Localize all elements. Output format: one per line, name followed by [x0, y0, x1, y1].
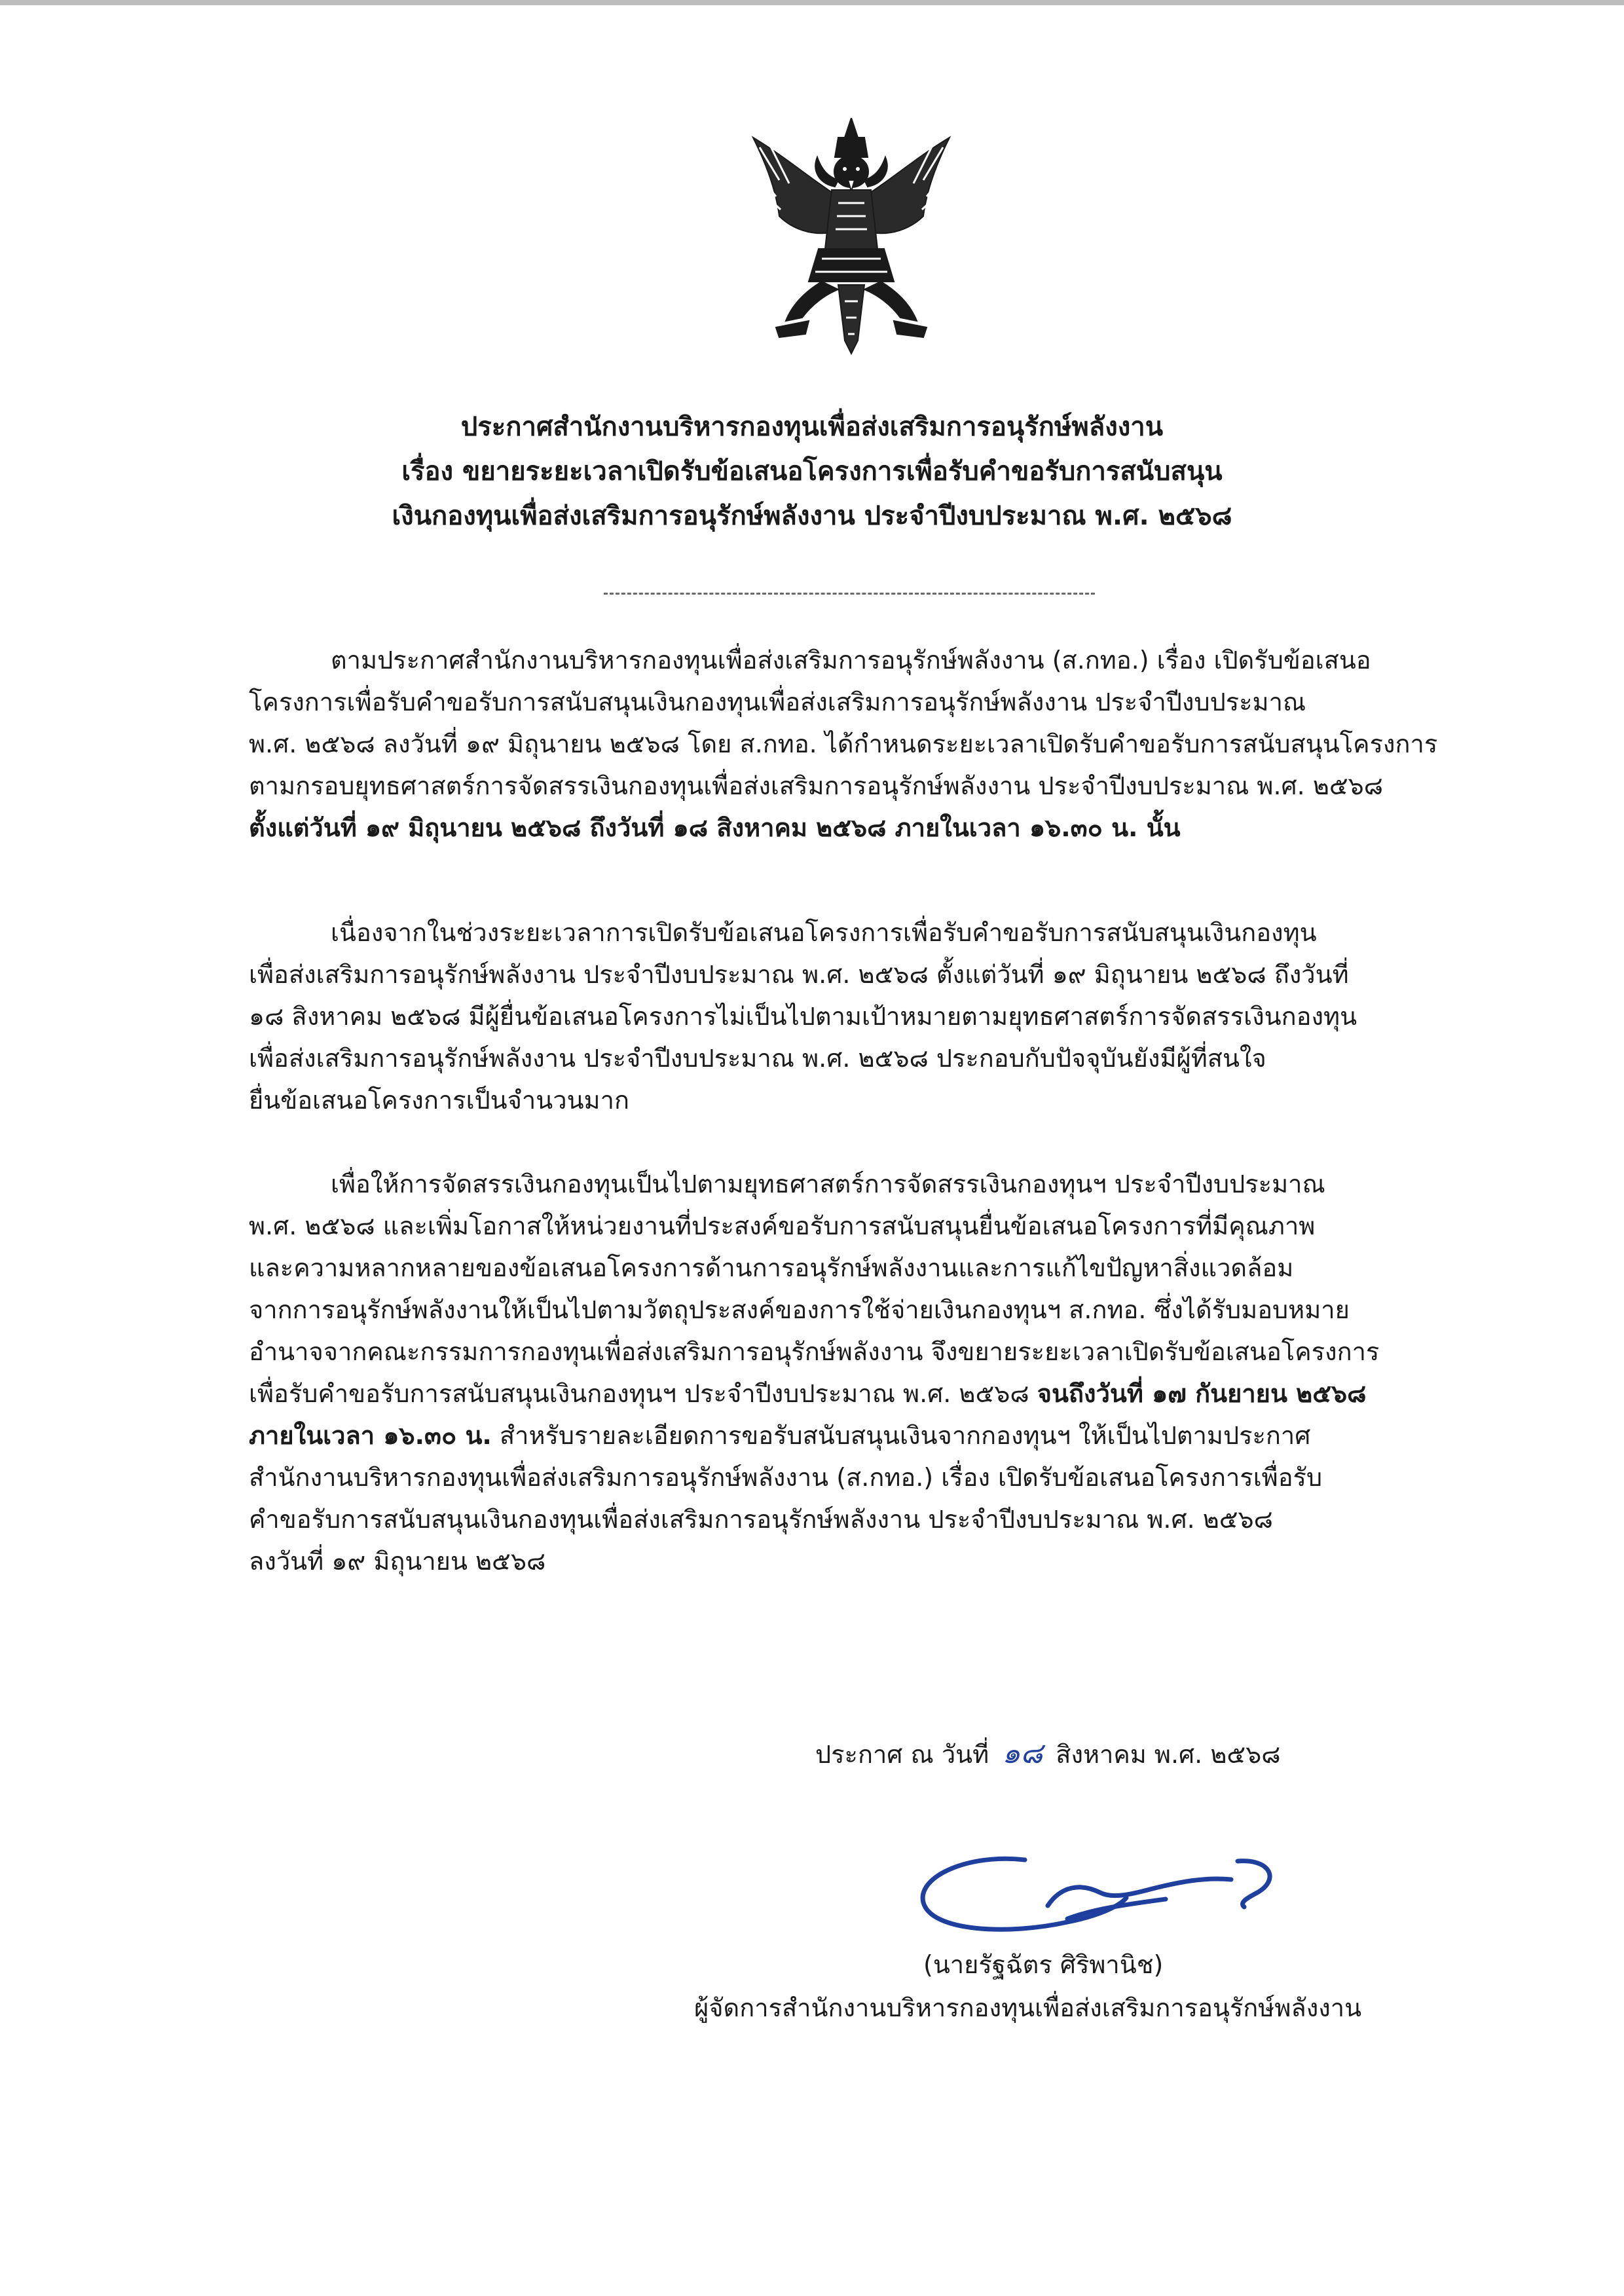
paragraph-line: ตามประกาศสำนักงานบริหารกองทุนเพื่อส่งเสริมการอนุรักษ์พลังงาน (ส.กทอ.) เรื่อง เปิดรับข้อเสนอ: [331, 646, 1371, 675]
garuda-emblem-icon: [740, 118, 963, 360]
paragraph-3: [249, 1163, 1467, 1582]
paragraph-1: [249, 639, 1467, 849]
handwritten-signature: [904, 1821, 1297, 1945]
paragraph-line: ลงวันที่ ๑๙ มิถุนายน ๒๕๖๘: [249, 1547, 546, 1576]
scan-top-edge: [0, 0, 1624, 5]
extended-deadline: จนถึงวันที่ ๑๗ กันยายน ๒๕๖๘: [1037, 1379, 1367, 1408]
paragraph-line: จากการอนุรักษ์พลังงานให้เป็นไปตามวัตถุประสงค์ของการใช้จ่ายเงินกองทุนฯ ส.กทอ. ซึ่งได้รับมอบหมาย: [249, 1295, 1350, 1324]
paragraph-line-bold: ตั้งแต่วันที่ ๑๙ มิถุนายน ๒๕๖๘ ถึงวันที่ ๑๘ สิงหาคม ๒๕๖๘ ภายในเวลา ๑๖.๓๐ น. นั้น: [249, 813, 1181, 842]
paragraph-line: อำนาจจากคณะกรรมการกองทุนเพื่อส่งเสริมการอนุรักษ์พลังงาน จึงขยายระยะเวลาเปิดรับข้อเสนอโครงการ: [249, 1337, 1380, 1366]
paragraph-line: เพื่อส่งเสริมการอนุรักษ์พลังงาน ประจำปีงบประมาณ พ.ศ. ๒๕๖๘ ประกอบกับปัจจุบันยังมีผู้ที่สนใจ: [249, 1044, 1266, 1073]
date-prefix: ประกาศ ณ วันที่: [815, 1740, 989, 1769]
paragraph-line: [249, 1415, 1467, 1456]
line-text: เพื่อรับคำขอรับการสนับสนุนเงินกองทุนฯ ประจำปีงบประมาณ พ.ศ. ๒๕๖๘: [249, 1379, 1037, 1408]
paragraph-line: ตามกรอบยุทธศาสตร์การจัดสรรเงินกองทุนเพื่อส่งเสริมการอนุรักษ์พลังงาน ประจำปีงบประมาณ พ.ศ. ๒๕๖๘: [249, 771, 1384, 800]
paragraph-line: และความหลากหลายของข้อเสนอโครงการด้านการอนุรักษ์พลังงานและการแก้ไขปัญหาสิ่งแวดล้อม: [249, 1253, 1294, 1282]
signer-name: (นายรัฐฉัตร ศิริพานิช): [923, 1950, 1164, 1979]
paragraph-line: เนื่องจากในช่วงระยะเวลาการเปิดรับข้อเสนอโครงการเพื่อรับคำขอรับการสนับสนุนเงินกองทุน: [331, 918, 1317, 947]
paragraph-line: เพื่อส่งเสริมการอนุรักษ์พลังงาน ประจำปีงบประมาณ พ.ศ. ๒๕๖๘ ตั้งแต่วันที่ ๑๙ มิถุนายน ๒๕๖๘ ถึงวันที่: [249, 960, 1349, 989]
signer-position: ผู้จัดการสำนักงานบริหารกองทุนเพื่อส่งเสริมการอนุรักษ์พลังงาน: [694, 1993, 1362, 2022]
announcement-title: [196, 405, 1428, 538]
paragraph-line: คำขอรับการสนับสนุนเงินกองทุนเพื่อส่งเสริมการอนุรักษ์พลังงาน ประจำปีงบประมาณ พ.ศ. ๒๕๖๘: [249, 1505, 1273, 1534]
paragraph-line: [249, 1373, 1467, 1415]
title-line-2: เรื่อง ขยายระยะเวลาเปิดรับข้อเสนอโครงการเพื่อรับคำขอรับการสนับสนุน: [401, 456, 1223, 487]
paragraph-line: พ.ศ. ๒๕๖๘ และเพิ่มโอกาสให้หน่วยงานที่ประสงค์ขอรับการสนับสนุนยื่นข้อเสนอโครงการที่มีคุณภาพ: [249, 1212, 1316, 1240]
deadline-time: ภายในเวลา ๑๖.๓๐ น.: [249, 1421, 492, 1450]
paragraph-line: สำนักงานบริหารกองทุนเพื่อส่งเสริมการอนุรักษ์พลังงาน (ส.กทอ.) เรื่อง เปิดรับข้อเสนอโครงการเพื่อรับ: [249, 1463, 1323, 1492]
handwritten-day: ๑๘: [1002, 1737, 1043, 1770]
paragraph-line: เพื่อให้การจัดสรรเงินกองทุนเป็นไปตามยุทธศาสตร์การจัดสรรเงินกองทุนฯ ประจำปีงบประมาณ: [331, 1170, 1325, 1198]
title-divider: [604, 593, 1095, 595]
paragraph-line: ยื่นข้อเสนอโครงการเป็นจำนวนมาก: [249, 1086, 629, 1115]
paragraph-line: ๑๘ สิงหาคม ๒๕๖๘ มีผู้ยื่นข้อเสนอโครงการไม่เป็นไปตามเป้าหมายตามยุทธศาสตร์การจัดสรรเงินกองทุน: [249, 1002, 1357, 1031]
paragraph-line: โครงการเพื่อรับคำขอรับการสนับสนุนเงินกองทุนเพื่อส่งเสริมการอนุรักษ์พลังงาน ประจำปีงบประมาณ: [249, 688, 1306, 716]
paragraph-2: [249, 912, 1467, 1121]
line-text: สำหรับรายละเอียดการขอรับสนับสนุนเงินจากกองทุนฯ ให้เป็นไปตามประกาศ: [491, 1421, 1311, 1450]
announcement-date: [815, 1733, 1281, 1775]
date-suffix: สิงหาคม พ.ศ. ๒๕๖๘: [1056, 1740, 1281, 1769]
title-line-3: เงินกองทุนเพื่อส่งเสริมการอนุรักษ์พลังงาน ประจำปีงบประมาณ พ.ศ. ๒๕๖๘: [392, 501, 1232, 531]
paragraph-line: พ.ศ. ๒๕๖๘ ลงวันที่ ๑๙ มิถุนายน ๒๕๖๘ โดย ส.กทอ. ได้กำหนดระยะเวลาเปิดรับคำขอรับการสนับสนุนโครงการ: [249, 730, 1438, 758]
title-line-1: ประกาศสำนักงานบริหารกองทุนเพื่อส่งเสริมการอนุรักษ์พลังงาน: [460, 412, 1164, 442]
